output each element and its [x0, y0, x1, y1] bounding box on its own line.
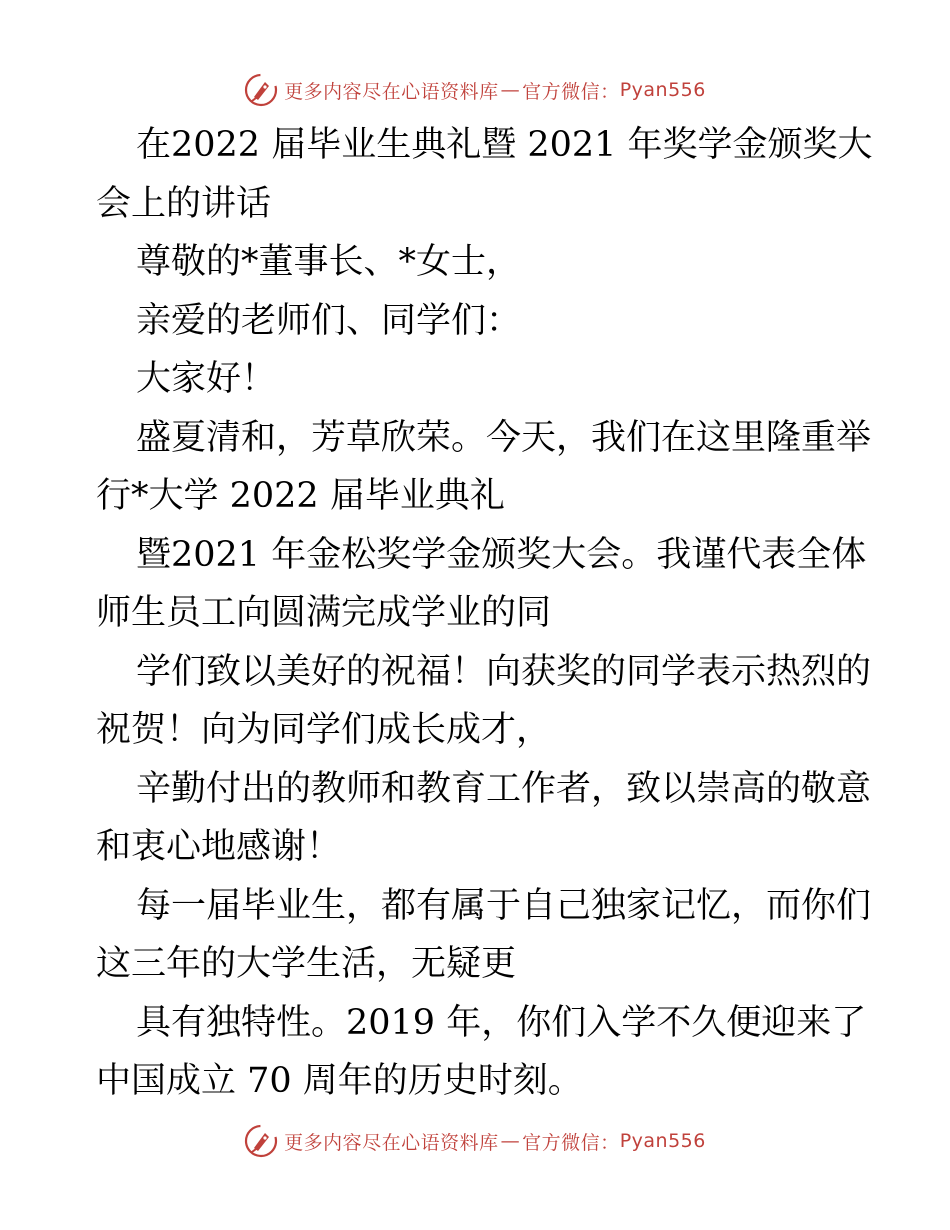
watermark-label: 官方微信：	[522, 80, 620, 103]
text-line: 暨2021 年金松奖学金颁奖大会。我谨代表全体	[136, 534, 867, 575]
footer-watermark	[0, 1124, 950, 1158]
text-line: 每一届毕业生，都有属于自己独家记忆，而你们	[136, 885, 872, 926]
text-line: 这三年的大学生活，无疑更	[96, 944, 517, 984]
text-line: 学们致以美好的祝福！向获奖的同学表示热烈的	[136, 651, 872, 692]
watermark-label: 官方微信：	[522, 1131, 620, 1154]
watermark-brand: 更多内容尽在心语资料库	[284, 80, 499, 103]
text-line: 亲爱的老师们、同学们：	[136, 300, 522, 341]
text-line: 在2022 届毕业生典礼暨 2021 年奖学金颁奖大	[136, 125, 873, 165]
text-line: 中国成立 70 周年的历史时刻。	[96, 1061, 583, 1101]
text-line: 和衷心地感谢！	[96, 827, 342, 867]
text-line: 尊敬的*董事长、*女士，	[136, 242, 522, 282]
text-line: 会上的讲话	[96, 183, 272, 224]
watermark-dash: —	[500, 79, 521, 101]
pen-nib-logo-icon	[244, 1124, 278, 1158]
watermark-account: Pyan556	[619, 1130, 706, 1152]
text-line: 行*大学 2022 届毕业典礼	[96, 476, 505, 516]
text-line: 盛夏清和，芳草欣荣。今天，我们在这里隆重举	[136, 417, 872, 458]
header-watermark	[0, 73, 950, 107]
text-line: 祝贺！向为同学们成长成才，	[96, 710, 552, 750]
text-line: 师生员工向圆满完成学业的同	[96, 593, 552, 633]
watermark-account: Pyan556	[619, 79, 706, 101]
text-line: 大家好！	[136, 359, 277, 399]
pen-nib-logo-icon	[244, 73, 278, 107]
text-line: 辛勤付出的教师和教育工作者，致以崇高的敬意	[136, 768, 872, 809]
speech-body	[96, 116, 873, 1111]
text-line: 具有独特性。2019 年，你们入学不久便迎来了	[136, 1002, 867, 1043]
watermark-dash: —	[500, 1130, 521, 1152]
watermark-brand: 更多内容尽在心语资料库	[284, 1131, 499, 1154]
